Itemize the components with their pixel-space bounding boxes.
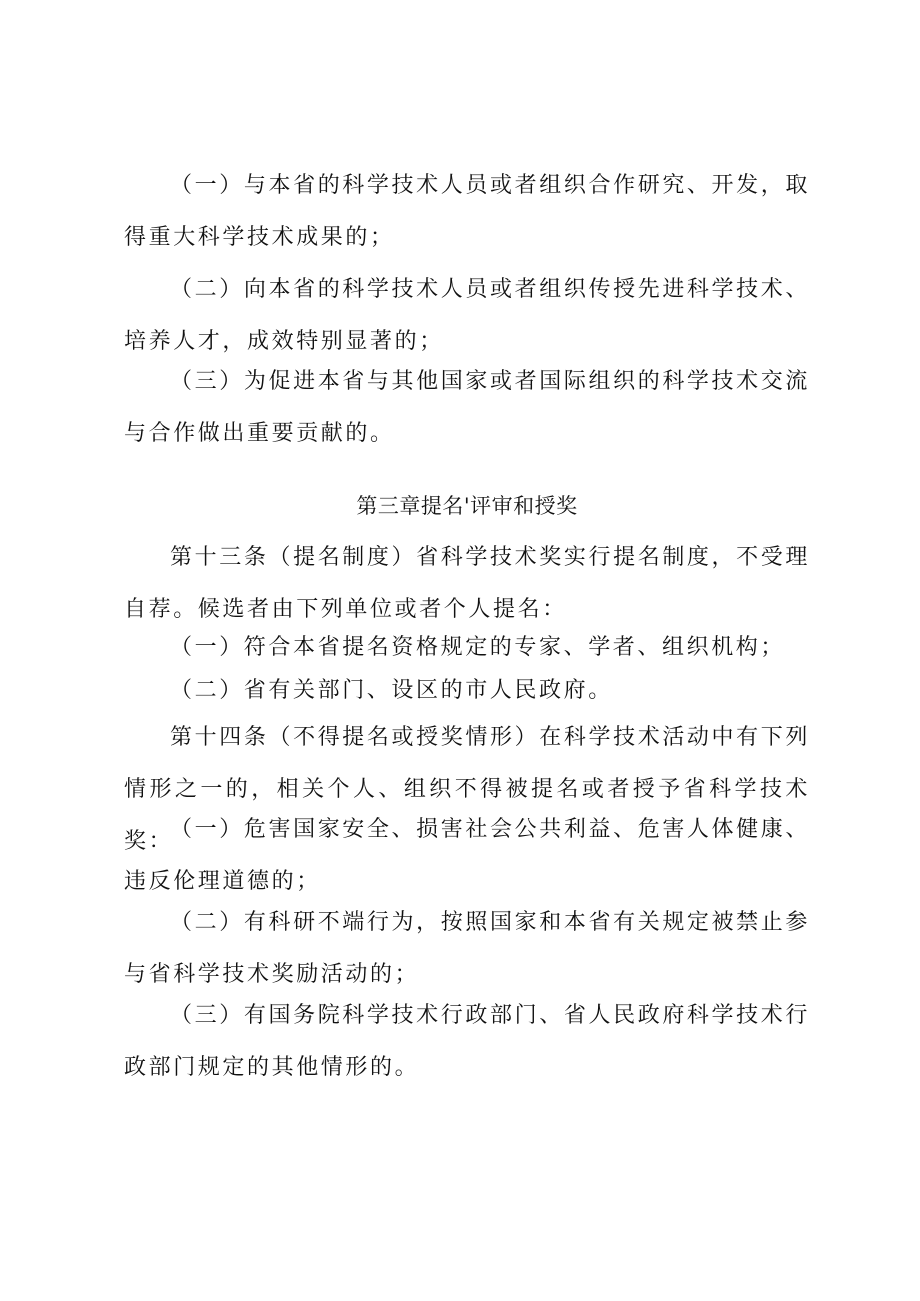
paragraph-item-2: （二）向本省的科学技术人员或者组织传授先进科学技术、培养人才，成效特别显著的；	[124, 277, 810, 354]
paragraph-item-1: （一）与本省的科学技术人员或者组织合作研究、开发，取得重大科学技术成果的；	[124, 173, 810, 250]
article-13-body: 第十三条（提名制度）省科学技术奖实行提名制度，不受理自荐。候选者由下列单位或者个人提名：	[124, 545, 810, 622]
chapter-heading: 第三章提名'评审和授奖	[356, 494, 578, 518]
article-13-item-1: （一）符合本省提名资格规定的专家、学者、组织机构；	[170, 635, 786, 660]
article-14-item-2: （二）有科研不端行为，按照国家和本省有关规定被禁止参与省科学技术奖励活动的；	[124, 910, 810, 987]
article-14-body: 第十四条（不得提名或授奖情形）在科学技术活动中有下列情形之一的，相关个人、组织不得被提名或者授予省科学技术奖：	[124, 725, 810, 854]
article-14-item-1: （一）危害国家安全、损害社会公共利益、危害人体健康、违反伦理道德的；	[124, 817, 810, 894]
article-13-item-2: （二）省有关部门、设区的市人民政府。	[170, 678, 613, 703]
paragraph-item-3: （三）为促进本省与其他国家或者国际组织的科学技术交流与合作做出重要贡献的。	[124, 369, 810, 446]
article-14-item-3: （三）有国务院科学技术行政部门、省人民政府科学技术行政部门规定的其他情形的。	[124, 1003, 810, 1080]
